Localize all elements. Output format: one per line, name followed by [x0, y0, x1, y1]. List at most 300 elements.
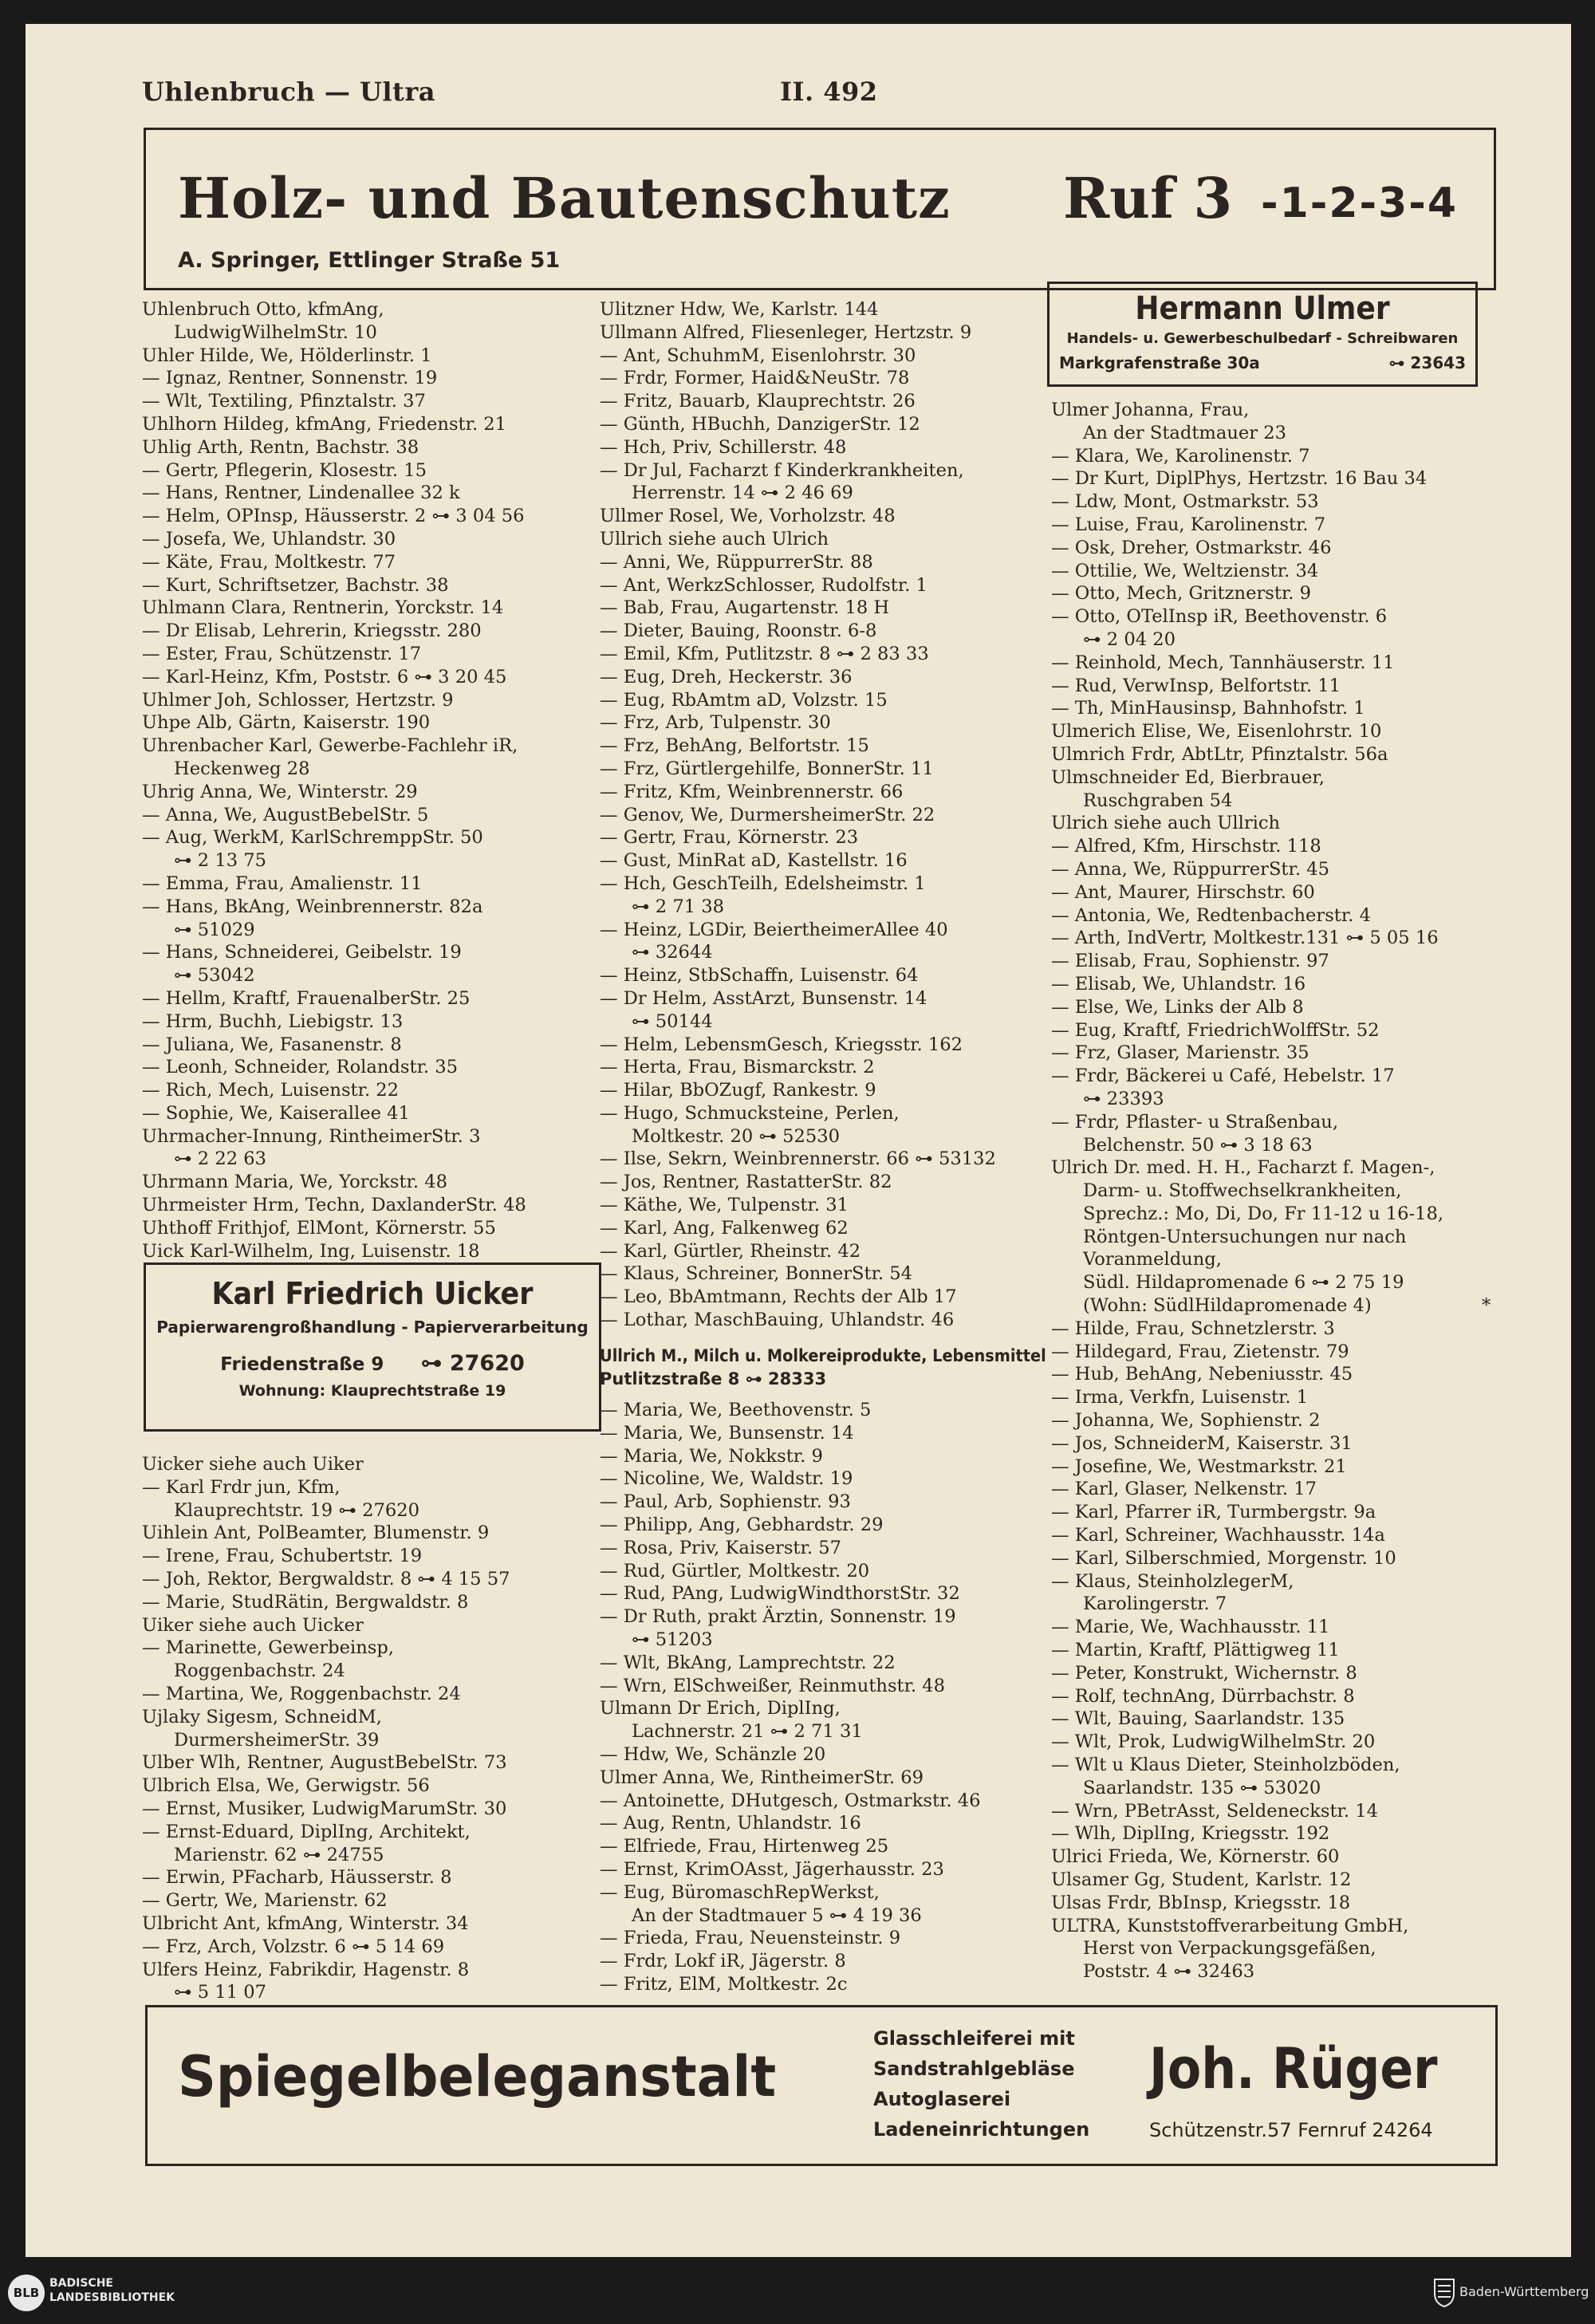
entry-line — [1051, 881, 1530, 904]
entry-text: — Josefine, We, Westmarkstr. 21 — [1051, 1455, 1347, 1477]
entry-text: — Frz, Glaser, Marienstr. 35 — [1051, 1042, 1309, 1064]
entry-line — [1051, 1708, 1530, 1731]
entry-line — [600, 1927, 1062, 1950]
ad-spiegel-service: Ladeneinrichtungen — [873, 2118, 1090, 2141]
entry-text: Uhlmer Joh, Schlosser, Hertzstr. 9 — [142, 689, 454, 711]
entry-line — [142, 689, 605, 712]
entry-line — [142, 574, 605, 597]
entry-text: ⊶ 23393 — [1083, 1088, 1164, 1109]
entry-text: — Klara, We, Karolinenstr. 7 — [1051, 445, 1310, 467]
entry-text: Ulmann Dr Erich, DiplIng, — [600, 1698, 841, 1719]
entry-line — [1051, 1777, 1530, 1800]
entry-text: — Irene, Frau, Schubertstr. 19 — [142, 1546, 423, 1567]
entry-line — [142, 1614, 605, 1637]
entry-text: Ulitzner Hdw, We, Karlstr. 144 — [600, 299, 879, 320]
entry-line — [142, 551, 605, 574]
entry-line — [600, 781, 1062, 804]
entry-text: Röntgen-Untersuchungen nur nach — [1083, 1226, 1407, 1247]
entry-line — [600, 482, 1062, 505]
entry-text: — Wlt, Prok, LudwigWilhelmStr. 20 — [1051, 1731, 1376, 1753]
entry-text: Uhlmann Clara, Rentnerin, Yorckstr. 14 — [142, 597, 504, 619]
entry-text: — Ester, Frau, Schützenstr. 17 — [142, 643, 422, 664]
entry-text: — Th, MinHausinsp, Bahnhofstr. 1 — [1051, 698, 1365, 719]
entry-line — [600, 413, 1062, 436]
entry-text: — Luise, Frau, Karolinenstr. 7 — [1051, 514, 1326, 535]
entry-text: — Hans, Schneiderei, Geibelstr. 19 — [142, 942, 462, 963]
entry-text: Uhpe Alb, Gärtn, Kaiserstr. 190 — [142, 712, 431, 734]
entry-line — [600, 1950, 1062, 1973]
entry-line — [142, 1240, 605, 1263]
entry-line — [600, 1010, 1062, 1034]
entry-text: Uhlenbruch Otto, kfmAng, — [142, 299, 384, 320]
entry-text: — Genov, We, DurmersheimerStr. 22 — [600, 804, 935, 825]
entry-line — [142, 826, 605, 849]
entry-line — [600, 666, 1062, 689]
entry-text: — Frz, Arch, Volzstr. 6 ⊶ 5 14 69 — [142, 1936, 445, 1957]
entry-text: — Eug, BüromaschRepWerkst, — [600, 1881, 880, 1903]
entry-text: — Käthe, We, Tulpenstr. 31 — [600, 1195, 849, 1216]
entry-text: — Hrm, Buchh, Liebigstr. 13 — [142, 1010, 404, 1032]
entry-text: — Helm, LebensmGesch, Kriegsstr. 162 — [600, 1034, 963, 1055]
entry-line — [1051, 399, 1530, 422]
entry-line — [600, 321, 1062, 345]
ad-spiegel-title: Spiegelbeleganstalt — [178, 2044, 777, 2109]
entry-line — [1051, 1845, 1530, 1869]
entry-line — [1051, 467, 1530, 490]
entry-text: — Leonh, Schneider, Rolandstr. 35 — [142, 1057, 458, 1078]
entry-line — [142, 1568, 605, 1591]
entry-text: — Marie, We, Wachhausstr. 11 — [1051, 1617, 1330, 1638]
entry-text: — Rosa, Priv, Kaiserstr. 57 — [600, 1537, 841, 1558]
entry-text: Poststr. 4 ⊶ 32463 — [1083, 1961, 1255, 1983]
entry-text: Ulrici Frieda, We, Körnerstr. 60 — [1051, 1846, 1340, 1868]
entry-line — [600, 1125, 1062, 1148]
entry-line — [600, 1790, 1062, 1813]
entry-line — [1051, 1593, 1530, 1616]
entry-line — [600, 505, 1062, 528]
entry-line — [142, 896, 605, 919]
entry-text: — Juliana, We, Fasanenstr. 8 — [142, 1034, 402, 1055]
entry-line — [1051, 582, 1530, 605]
ad-uicker-name: Karl Friedrich Uicker — [211, 1276, 534, 1311]
entry-line — [1051, 1754, 1530, 1777]
entry-text: — Ilse, Sekrn, Weinbrennerstr. 66 ⊶ 53132 — [600, 1148, 996, 1170]
entry-line — [1051, 812, 1530, 835]
entry-line — [142, 1866, 605, 1889]
entry-text: — Erwin, PFacharb, Häusserstr. 8 — [142, 1867, 452, 1889]
entry-line — [600, 1652, 1062, 1675]
entry-text: — Eug, Kraftf, FriedrichWolffStr. 52 — [1051, 1019, 1380, 1041]
entry-text: — Elisab, We, Uhlandstr. 16 — [1051, 973, 1306, 995]
entry-text: — Jos, Rentner, RastatterStr. 82 — [600, 1172, 892, 1193]
entry-text: — Marinette, Gewerbeinsp, — [142, 1637, 395, 1659]
entry-text: — Dieter, Bauing, Roonstr. 6-8 — [600, 620, 877, 642]
entry-line — [142, 1545, 605, 1568]
entry-line — [142, 735, 605, 758]
entry-line — [1051, 1822, 1530, 1845]
entry-text: Moltkestr. 20 ⊶ 52530 — [632, 1125, 841, 1147]
entry-text: — Rolf, technAng, Dürrbachstr. 8 — [1051, 1685, 1355, 1707]
entry-text: — Anna, We, RüppurrerStr. 45 — [1051, 858, 1329, 880]
entry-line — [142, 1959, 605, 1982]
entry-text: ⊶ 2 04 20 — [1083, 628, 1176, 650]
entry-line — [600, 367, 1062, 390]
entry-line — [600, 1560, 1062, 1583]
entry-line — [600, 826, 1062, 849]
entry-text: Ulrich Dr. med. H. H., Facharzt f. Magen-, — [1051, 1157, 1436, 1179]
entry-text: — Frdr, Pflaster- u Straßenbau, — [1051, 1111, 1339, 1132]
ad-ulmer — [1047, 282, 1478, 387]
entry-line — [142, 804, 605, 827]
entry-line — [142, 1683, 605, 1706]
entry-line — [142, 758, 605, 781]
entry-text: — Maria, We, Bunsenstr. 14 — [600, 1422, 854, 1444]
entry-line — [600, 551, 1062, 574]
entry-text: — Dr Elisab, Lehrerin, Kriegsstr. 280 — [142, 620, 482, 642]
entry-text: — Gertr, Pflegerin, Klosestr. 15 — [142, 459, 427, 481]
entry-line — [142, 1125, 605, 1148]
entry-line — [600, 1514, 1062, 1537]
entry-line — [600, 1582, 1062, 1605]
entry-line — [600, 872, 1062, 896]
entry-text: — Frieda, Frau, Neuensteinstr. 9 — [600, 1928, 901, 1949]
entry-text: Ruschgraben 54 — [1083, 790, 1233, 811]
entry-line — [600, 1812, 1062, 1835]
entry-text: — Josefa, We, Uhlandstr. 30 — [142, 528, 396, 549]
entry-line — [142, 1660, 605, 1683]
ad-uicker-street: Friedenstraße 9 — [220, 1354, 384, 1375]
entry-line — [600, 1881, 1062, 1904]
entry-line — [142, 1148, 605, 1171]
entry-text: — Frdr, Bäckerei u Café, Hebelstr. 17 — [1051, 1065, 1395, 1087]
entry-line — [142, 849, 605, 872]
entry-line — [600, 1034, 1062, 1057]
ullrich-milch-line2: Putlitzstraße 8 ⊶ 28333 — [600, 1369, 827, 1388]
ullrich-milch-line1: Ullrich M., Milch u. Molkereiprodukte, Lebensmittel — [600, 1346, 1046, 1365]
entry-text: — Karl, Schreiner, Wachhausstr. 14a — [1051, 1525, 1385, 1546]
entry-line — [600, 735, 1062, 758]
entry-line — [600, 1537, 1062, 1560]
entry-text: — Ernst, Musiker, LudwigMarumStr. 30 — [142, 1798, 507, 1819]
entry-text: — Wlt, Bauing, Saarlandstr. 135 — [1051, 1708, 1345, 1730]
entry-line — [600, 1467, 1062, 1491]
entry-text: — Karl, Glaser, Nelkenstr. 17 — [1051, 1479, 1317, 1500]
entry-line — [1051, 1386, 1530, 1409]
entry-line — [142, 413, 605, 436]
entry-line — [1051, 927, 1530, 950]
entry-line — [1051, 1869, 1530, 1892]
entry-text: Ulbricht Ant, kfmAng, Winterstr. 34 — [142, 1912, 469, 1934]
entry-line — [600, 711, 1062, 735]
entry-line — [142, 1889, 605, 1912]
entry-line — [1051, 652, 1530, 675]
entry-text: Uihlein Ant, PolBeamter, Blumenstr. 9 — [142, 1522, 490, 1544]
entry-line — [600, 964, 1062, 987]
entry-text: — Fritz, Kfm, Weinbrennerstr. 66 — [600, 781, 904, 802]
entry-text: Lachnerstr. 21 ⊶ 2 71 31 — [632, 1721, 863, 1743]
entry-text: — Heinz, LGDir, BeiertheimerAllee 40 — [600, 919, 948, 940]
entry-text: — Else, We, Links der Alb 8 — [1051, 996, 1304, 1018]
entry-line — [1051, 445, 1530, 468]
entry-text: Voranmeldung, — [1083, 1249, 1222, 1270]
entry-text: Roggenbachstr. 24 — [174, 1660, 345, 1682]
entry-line — [600, 1605, 1062, 1629]
column-2 — [600, 298, 1062, 1332]
entry-line — [600, 345, 1062, 368]
entry-text: Uhrmann Maria, We, Yorckstr. 48 — [142, 1172, 447, 1193]
entry-text: — Otto, OTelInsp iR, Beethovenstr. 6 — [1051, 606, 1388, 628]
entry-text: — Karl, Ang, Falkenweg 62 — [600, 1217, 849, 1239]
entry-line — [600, 804, 1062, 827]
entry-text: ⊶ 5 11 07 — [174, 1982, 267, 2003]
entry-text: ⊶ 51203 — [632, 1629, 713, 1650]
entry-text: — Karl, Silberschmied, Morgenstr. 10 — [1051, 1547, 1396, 1569]
entry-text: — Rud, Gürtler, Moltkestr. 20 — [600, 1560, 870, 1582]
library-footer — [0, 2262, 1595, 2324]
entry-text: Sprechz.: Mo, Di, Do, Fr 11-12 u 16-18, — [1083, 1203, 1444, 1224]
entry-line — [600, 1697, 1062, 1720]
entry-line — [142, 1751, 605, 1775]
entry-text: Ulmer Johanna, Frau, — [1051, 400, 1250, 420]
entry-text: Ulsamer Gg, Student, Karlstr. 12 — [1051, 1869, 1352, 1890]
entry-line — [600, 1102, 1062, 1125]
entry-line — [1051, 1455, 1530, 1479]
entry-line — [142, 505, 605, 528]
state-name: Baden-Württemberg — [1459, 2284, 1589, 2299]
entry-text: — Gust, MinRat aD, Kastellstr. 16 — [600, 850, 908, 872]
entry-text: Uhrenbacher Karl, Gewerbe-Fachlehr iR, — [142, 735, 518, 757]
entry-text: — Paul, Arb, Sophienstr. 93 — [600, 1491, 851, 1513]
ad-ulmer-line: Handels- u. Gewerbeschulbedarf - Schreibwaren — [1066, 330, 1459, 347]
entry-line — [600, 574, 1062, 597]
entry-line — [600, 1240, 1062, 1263]
entry-text: — Nicoline, We, Waldstr. 19 — [600, 1468, 853, 1490]
entry-text: — Gertr, We, Marienstr. 62 — [142, 1890, 388, 1912]
entry-text: — Dr Ruth, prakt Ärztin, Sonnenstr. 19 — [600, 1606, 956, 1628]
entry-text: — Frdr, Lokf iR, Jägerstr. 8 — [600, 1951, 846, 1972]
entry-text: — Fritz, ElM, Moltkestr. 2c — [600, 1973, 848, 1995]
entry-line — [600, 849, 1062, 872]
entry-text: Ullrich siehe auch Ulrich — [600, 528, 829, 549]
entry-text: Uick Karl-Wilhelm, Ing, Luisenstr. 18 — [142, 1240, 480, 1262]
entry-text: — Aug, WerkM, KarlSchremppStr. 50 — [142, 827, 483, 849]
entry-text: Südl. Hildapromenade 6 ⊶ 2 75 19 — [1083, 1272, 1404, 1294]
entry-text: — Ernst-Eduard, DiplIng, Architekt, — [142, 1821, 471, 1842]
entry-text: Uiker siehe auch Uicker — [142, 1614, 364, 1636]
entry-line — [1051, 1363, 1530, 1386]
entry-line — [600, 1217, 1062, 1240]
entry-line — [1051, 422, 1530, 445]
entry-line — [142, 781, 605, 804]
directory-page — [26, 24, 1571, 2257]
entry-line — [142, 1729, 605, 1752]
entry-text: — Hilde, Frau, Schnetzlerstr. 3 — [1051, 1318, 1335, 1339]
entry-text: — Klaus, Schreiner, BonnerStr. 54 — [600, 1263, 913, 1285]
ad-ulmer-phone: ⊶ 23643 — [1388, 353, 1466, 372]
entry-line — [142, 367, 605, 390]
entry-line — [600, 1720, 1062, 1743]
entry-text: ⊶ 2 71 38 — [632, 896, 725, 917]
entry-text: Heckenweg 28 — [174, 758, 310, 779]
entry-text: — Anna, We, AugustBebelStr. 5 — [142, 804, 429, 825]
entry-line — [142, 298, 605, 321]
entry-line — [142, 1591, 605, 1614]
entry-line — [1051, 1570, 1530, 1593]
entry-text: — Fritz, Bauarb, Klauprechtstr. 26 — [600, 391, 916, 412]
entry-text: Ulmerich Elise, We, Eisenlohrstr. 10 — [1051, 721, 1382, 742]
ad-uicker-contact — [146, 1351, 599, 1376]
entry-line — [142, 528, 605, 551]
entry-line — [142, 1102, 605, 1125]
entry-line — [1051, 1524, 1530, 1547]
entry-text: — Helm, OPInsp, Häusserstr. 2 ⊶ 3 04 56 — [142, 506, 525, 527]
entry-text: Uhrmeister Hrm, Techn, DaxlanderStr. 48 — [142, 1195, 526, 1216]
entry-text: — Otto, Mech, Gritznerstr. 9 — [1051, 583, 1312, 605]
entry-text: ⊶ 32644 — [632, 942, 713, 963]
entry-line — [142, 1034, 605, 1057]
entry-line — [1051, 1156, 1530, 1180]
entry-line — [1051, 1432, 1530, 1455]
entry-text: — Lothar, MaschBauing, Uhlandstr. 46 — [600, 1310, 955, 1331]
entry-line — [1051, 1341, 1530, 1364]
entry-text: — Karl, Gürtler, Rheinstr. 42 — [600, 1240, 861, 1262]
entry-line — [142, 964, 605, 987]
entry-text: — Eug, RbAmtm aD, Volzstr. 15 — [600, 689, 888, 711]
entry-line — [600, 643, 1062, 666]
entry-line — [1051, 1685, 1530, 1708]
library-name — [49, 2276, 175, 2305]
library-name-line1: BADISCHE — [49, 2277, 113, 2290]
entry-text: Uhthoff Frithjof, ElMont, Körnerstr. 55 — [142, 1217, 496, 1239]
entry-line — [142, 1821, 605, 1844]
entry-line — [1051, 1547, 1530, 1570]
entry-line — [600, 1904, 1062, 1928]
entry-line — [142, 1010, 605, 1034]
entry-text: — Maria, We, Beethovenstr. 5 — [600, 1400, 872, 1420]
entry-text: — Frz, Gürtlergehilfe, BonnerStr. 11 — [600, 758, 934, 779]
entry-line — [600, 620, 1062, 643]
entry-text: — Hub, BehAng, Nebeniusstr. 45 — [1051, 1364, 1353, 1385]
entry-line — [600, 1286, 1062, 1309]
entry-text: Darm- u. Stoffwechselkrankheiten, — [1083, 1180, 1402, 1202]
entry-text: — Frdr, Former, Haid&NeuStr. 78 — [600, 368, 910, 389]
entry-line — [142, 1217, 605, 1240]
entry-line — [142, 1706, 605, 1729]
entry-text: — Leo, BbAmtmann, Rechts der Alb 17 — [600, 1286, 957, 1308]
entry-text: — Emil, Kfm, Putlitzstr. 8 ⊶ 2 83 33 — [600, 643, 929, 664]
entry-text: — Reinhold, Mech, Tannhäuserstr. 11 — [1051, 652, 1395, 673]
entry-text: — Antonia, We, Redtenbacherstr. 4 — [1051, 904, 1371, 926]
entry-text: — Hugo, Schmucksteine, Perlen, — [600, 1102, 900, 1124]
entry-line — [1051, 835, 1530, 858]
entry-line — [600, 1491, 1062, 1514]
entry-line — [1051, 996, 1530, 1019]
entry-line — [1051, 514, 1530, 537]
entry-line — [1051, 628, 1530, 652]
entry-line — [1051, 720, 1530, 743]
entry-line — [1051, 1478, 1530, 1501]
entry-line — [142, 390, 605, 413]
entry-text: Uhler Hilde, We, Hölderlinstr. 1 — [142, 345, 432, 366]
entry-text: — Karl Frdr jun, Kfm, — [142, 1476, 341, 1498]
entry-text: — Karl-Heinz, Kfm, Poststr. 6 ⊶ 3 20 45 — [142, 666, 507, 687]
entry-line — [142, 1522, 605, 1545]
entry-text: — Emma, Frau, Amalienstr. 11 — [142, 872, 423, 894]
entry-line — [1051, 1731, 1530, 1754]
running-head-left: Uhlenbruch — Ultra — [142, 77, 435, 107]
entry-line — [142, 1453, 605, 1476]
entry-line — [600, 1422, 1062, 1445]
entry-line — [600, 459, 1062, 483]
entry-line — [1051, 675, 1530, 698]
entry-text: — Anni, We, RüppurrerStr. 88 — [600, 551, 873, 573]
entry-line — [142, 1936, 605, 1959]
entry-line — [600, 758, 1062, 781]
ad-spiegel-services — [873, 2023, 1089, 2145]
entry-line — [142, 597, 605, 620]
entry-line — [142, 1637, 605, 1660]
entry-line — [142, 321, 605, 345]
entry-text: — Sophie, We, Kaiserallee 41 — [142, 1102, 410, 1124]
entry-line — [1051, 858, 1530, 881]
entry-line — [1051, 743, 1530, 766]
entry-text: Marienstr. 62 ⊶ 24755 — [174, 1844, 384, 1865]
entry-line — [1051, 1065, 1530, 1088]
entry-line — [1051, 1616, 1530, 1639]
entry-line — [600, 1835, 1062, 1858]
entry-text: — Osk, Dreher, Ostmarkstr. 46 — [1051, 537, 1332, 558]
entry-text: Herrenstr. 14 ⊶ 2 46 69 — [632, 483, 853, 504]
entry-text: Ulmschneider Ed, Bierbrauer, — [1051, 766, 1325, 788]
entry-text: — Alfred, Kfm, Hirschstr. 118 — [1051, 836, 1321, 857]
entry-text: An der Stadtmauer 23 — [1083, 422, 1286, 443]
ad-holzschutz-ruf: Ruf 3 — [1063, 165, 1233, 231]
ad-holzschutz-address: A. Springer, Ettlinger Straße 51 — [178, 248, 561, 273]
ad-spiegel-service: Glasschleiferei mit — [873, 2027, 1075, 2050]
entry-text: Ullmann Alfred, Fliesenleger, Hertzstr. 9 — [600, 321, 972, 343]
entry-line — [1051, 904, 1530, 928]
entry-line — [1051, 766, 1530, 790]
library-name-line2: LANDESBIBLIOTHEK — [49, 2291, 175, 2304]
entry-line — [1051, 560, 1530, 583]
entry-text: Saarlandstr. 135 ⊶ 53020 — [1083, 1777, 1321, 1798]
entry-line — [600, 919, 1062, 942]
entry-line — [142, 436, 605, 459]
entry-text: — Ant, SchuhmM, Eisenlohrstr. 30 — [600, 345, 916, 366]
entry-text: — Irma, Verkfn, Luisenstr. 1 — [1051, 1387, 1309, 1408]
entry-line — [1051, 1501, 1530, 1524]
entry-text: DurmersheimerStr. 39 — [174, 1729, 380, 1751]
entry-text: Ulber Wlh, Rentner, AugustBebelStr. 73 — [142, 1752, 507, 1774]
entry-line — [600, 1079, 1062, 1102]
entry-line — [600, 896, 1062, 919]
entry-text: Ulmrich Frdr, AbtLtr, Pfinztalstr. 56a — [1051, 743, 1388, 765]
entry-line — [600, 1148, 1062, 1171]
entry-line — [1051, 1203, 1530, 1226]
ad-holzschutz — [144, 128, 1496, 290]
entry-text: — Rich, Mech, Luisenstr. 22 — [142, 1080, 400, 1101]
entry-text: — Klaus, SteinholzlegerM, — [1051, 1570, 1294, 1592]
entry-text: — Heinz, StbSchaffn, Luisenstr. 64 — [600, 965, 919, 987]
entry-text: Ullmer Rosel, We, Vorholzstr. 48 — [600, 506, 896, 527]
entry-line — [142, 1476, 605, 1499]
entry-text: Ulrich siehe auch Ullrich — [1051, 813, 1281, 834]
entry-text: — Hch, GeschTeilh, Edelsheimstr. 1 — [600, 872, 926, 894]
ad-holzschutz-number: -1-2-3-4 — [1261, 179, 1459, 227]
entry-text: Ulmer Anna, We, RintheimerStr. 69 — [600, 1767, 924, 1788]
entry-line — [142, 1798, 605, 1821]
entry-text: — Günth, HBuchh, DanzigerStr. 12 — [600, 413, 920, 435]
